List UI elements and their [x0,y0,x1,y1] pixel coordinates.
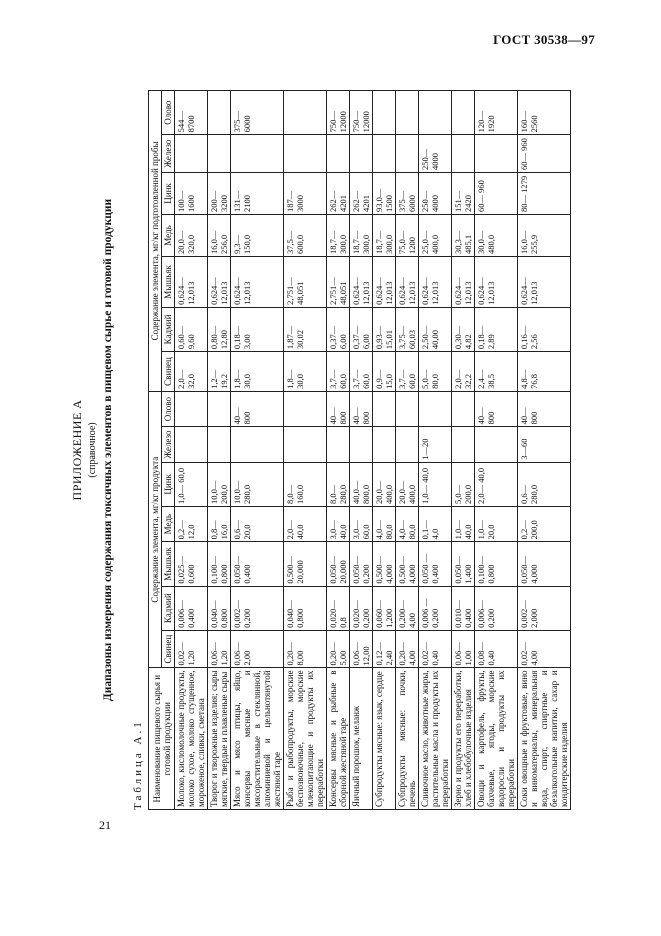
table-row [284,91,327,810]
col-header: Медь [162,506,175,541]
value-cell: 100— 1600 [175,172,208,214]
value-cell: 250— 4000 [419,172,452,214]
value-cell: 0,37— 6,00 [327,307,350,351]
value-cell [396,91,419,135]
value-cell: 2,0— 40,0 [284,506,327,541]
value-cell: 0,624— 12,013 [350,256,373,307]
value-cell: 0,18— 3,00 [231,307,284,351]
value-cell [419,391,452,426]
value-cell: 0,500— 4,000 [373,542,396,586]
value-cell: 0,60— 9,60 [175,307,208,351]
value-cell: 0,02— 4,00 [518,630,571,668]
value-cell: 2,751— 48,051 [327,256,350,307]
value-cell: 0,050— 0,400 [231,542,284,586]
value-cell: 0,002— 2,000 [518,586,571,630]
value-cell [231,427,284,462]
value-cell: 0,06— 2,00 [231,630,284,668]
value-cell: 0,624— 12,013 [396,256,419,307]
value-cell: 20,0— 400,0 [373,462,396,506]
value-cell: 0,20— 5,00 [327,630,350,668]
value-cell: 0,20— 4,00 [396,630,419,668]
value-cell: 25,0— 400,0 [419,214,452,256]
table-row [327,91,350,810]
table-row [419,91,452,810]
value-cell: 160— 2560 [518,91,571,135]
value-cell: 2,4— 38,5 [475,352,518,392]
value-cell: 20,0— 320,0 [175,214,208,256]
table-row [396,91,419,810]
appendix-title: ПРИЛОЖЕНИЕ А [70,399,84,501]
value-cell: 3,7— 60,0 [327,352,350,392]
product-name: Мясо и мясо птицы, яйцо, консервы мясные и мясорастительные в стеклянной, алюминиевой и цельнотянутой жестяной таре [231,668,284,810]
value-cell [208,427,231,462]
value-cell: 0,050— 4,000 [518,542,571,586]
appendix-heading: Диапазоны измерения содержания токсичных элементов в пищевом сырье и готовой продукции [102,198,114,702]
value-cell: 375— 6000 [231,91,284,135]
value-cell: 8,0— 280,0 [327,462,350,506]
value-cell: 0,37— 6,00 [350,307,373,351]
value-cell: 4,0— 80,0 [373,506,396,541]
value-cell: 40— 800 [475,391,518,426]
page-number: 21 [99,818,111,832]
value-cell: 0,624— 12,013 [419,256,452,307]
product-name: Яичный порошок, меланж [350,668,373,810]
product-name: Консервы мясные и рыбные в сборной жестяной таре [327,668,350,810]
table-row [475,91,518,810]
toxic-elements-table [148,90,571,810]
value-cell: 37,5— 600,0 [284,214,327,256]
product-name: Молоко, кисломолочные продукты, молоко сухое, молоко сгущенное, мороженое, сливки, сметана [175,668,208,810]
value-cell [475,135,518,173]
appendix-subtitle: (справочное) [87,422,98,478]
value-cell: 1,87— 30,02 [284,307,327,351]
value-cell: 0,050— 0,200 [350,542,373,586]
col-header: Железо [162,427,175,462]
value-cell: 0,050— 1,400 [452,542,475,586]
value-cell: 0,8— 16,0 [208,506,231,541]
value-cell [475,427,518,462]
table-row [373,91,396,810]
name-column-header: Наименование пищевого сырья и готовой продукции [149,668,175,810]
value-cell: 60— 960 [518,135,571,173]
value-cell: 0,624— 12,013 [373,256,396,307]
value-cell: 18,7— 300,0 [327,214,350,256]
value-cell: 3,7— 60,0 [396,352,419,392]
value-cell: 20,0— 400,0 [396,462,419,506]
value-cell: 0,02— 0,40 [419,630,452,668]
value-cell: 0,006— 0,400 [175,586,208,630]
value-cell: 0,6— 280,0 [518,462,571,506]
value-cell: 10,0— 200,0 [208,462,231,506]
value-cell: 2,0— 32,2 [452,352,475,392]
value-cell: 80— 1279 [518,172,571,214]
col-header: Железо [162,135,175,173]
value-cell: 750— 12000 [350,91,373,135]
value-cell: 187— 3000 [284,172,327,214]
value-cell: 2,0— 40,0 [475,462,518,506]
value-cell: 0,93— 15,01 [373,307,396,351]
value-cell: 10,0— 280,0 [231,462,284,506]
value-cell: 3,0— 40,0 [327,506,350,541]
value-cell: 8,0— 160,0 [284,462,327,506]
value-cell: 16,0— 256,0 [208,214,231,256]
value-cell: 0,002— 0,200 [231,586,284,630]
value-cell: 0,500— 4,000 [396,542,419,586]
value-cell: 0,200— 4,00 [396,586,419,630]
value-cell: 1,8— 30,0 [284,352,327,392]
col-header: Олово [162,91,175,135]
value-cell: 0,06— 1,00 [452,630,475,668]
col-header: Свинец [162,630,175,668]
table-row [350,91,373,810]
value-cell: 0,050 —0,400 [419,542,452,586]
value-cell: 9,3— 150,0 [231,214,284,256]
value-cell [396,427,419,462]
group1-header: Содержание элемента, мг/кг продукта [149,391,162,668]
value-cell [327,427,350,462]
value-cell: 2,751— 48,051 [284,256,327,307]
value-cell: 2,50— 40,00 [419,307,452,351]
value-cell: 0,06— 12,00 [350,630,373,668]
value-cell: 0,624— 12,013 [452,256,475,307]
col-header: Мышьяк [162,256,175,307]
value-cell: 0,80— 12,80 [208,307,231,351]
value-cell: 93,0— 1500 [373,172,396,214]
group2-header: Содержание элемента, мг/кг подготовленной пробы [149,91,162,392]
value-cell [208,391,231,426]
value-cell: 2,0— 32,0 [175,352,208,392]
table-row [231,91,284,810]
value-cell [175,427,208,462]
value-cell: 750— 12000 [327,91,350,135]
value-cell: 4,8— 76,8 [518,352,571,392]
value-cell [373,135,396,173]
product-name: Творог и творожные изделия; сыры мягкие, твердые и плавленые сыры [208,668,231,810]
value-cell: 0,1— 4,0 [419,506,452,541]
table-row [452,91,475,810]
col-header: Свинец [162,352,175,392]
value-cell: 0,16— 2,56 [518,307,571,351]
value-cell: 131— 2100 [231,172,284,214]
product-name: Субпродукты мясные: почки, печень [396,668,419,810]
value-cell [396,135,419,173]
value-cell: 1,0— 20,0 [475,506,518,541]
value-cell [373,91,396,135]
table-row [518,91,571,810]
product-name: Соки овощные и фруктовые, вино и виноматериалы, минеральная вода, спирт, спиртные и безалкогольные напитки, сахар и кондитерские изделия [518,668,571,810]
value-cell: 0,30— 4,82 [452,307,475,351]
value-cell [208,135,231,173]
value-cell: 0,010— 0,400 [452,586,475,630]
value-cell: 1,0— 60,0 [175,462,208,506]
product-name: Овощи и картофель, фрукты, бахчевые, ягоды, морские водоросли и продукты их переработки [475,668,518,810]
value-cell: 0,025— 0,600 [175,542,208,586]
value-cell: 40— 800 [350,391,373,426]
product-name: Зерно и продукты его переработки, хлеб и хлебобулочные изделия [452,668,475,810]
value-cell [284,391,327,426]
value-cell: 0,2— 12,0 [175,506,208,541]
value-cell: 0,624— 12,013 [231,256,284,307]
value-cell [284,91,327,135]
value-cell: 0,06— 1,20 [208,630,231,668]
value-cell: 262— 4201 [327,172,350,214]
table-row [208,91,231,810]
value-cell: 250— 4000 [419,135,452,173]
value-cell: 0,9— 15,0 [373,352,396,392]
value-cell [452,427,475,462]
value-cell [350,135,373,173]
value-cell [231,135,284,173]
value-cell: 0,624— 12,013 [208,256,231,307]
value-cell: 1,0— 40,0 [419,462,452,506]
value-cell: 3,0— 60,0 [350,506,373,541]
value-cell [284,427,327,462]
value-cell [208,91,231,135]
value-cell: 16,0— 255,9 [518,214,571,256]
value-cell [350,427,373,462]
value-cell: 75,0— 1200 [396,214,419,256]
value-cell: 0,12— 2,40 [373,630,396,668]
value-cell: 40,0— 800,0 [350,462,373,506]
value-cell [452,135,475,173]
value-cell: 0,060— 1,200 [373,586,396,630]
value-cell: 0,02— 1,20 [175,630,208,668]
value-cell [284,135,327,173]
value-cell: 40— 800 [518,391,571,426]
value-cell: 3—60 [518,427,571,462]
value-cell: 4,0— 80,0 [396,506,419,541]
value-cell: 0,08— 0,40 [475,630,518,668]
value-cell: 30,0— 480,0 [475,214,518,256]
value-cell: 0,020— 0,8 [327,586,350,630]
value-cell [175,135,208,173]
value-cell: 544— 8700 [175,91,208,135]
value-cell: 40— 800 [231,391,284,426]
value-cell: 5,0— 80,0 [419,352,452,392]
value-cell: 200— 3200 [208,172,231,214]
col-header: Цинк [162,462,175,506]
col-header: Мышьяк [162,542,175,586]
col-header: Цинк [162,172,175,214]
value-cell: 60— 960 [475,172,518,214]
value-cell: 0,040— 0,800 [208,586,231,630]
value-cell: 0,2— 200,0 [518,506,571,541]
value-cell: 0,20— 8,00 [284,630,327,668]
value-cell: 375— 6000 [396,172,419,214]
value-cell: 120— 1920 [475,91,518,135]
table-row [175,91,208,810]
value-cell: 0,100— 0,800 [208,542,231,586]
value-cell [452,91,475,135]
standard-header: ГОСТ 30538—97 [493,32,595,47]
value-cell: 0,624— 12,013 [518,256,571,307]
value-cell: 0,006 —0,200 [419,586,452,630]
value-cell: 0,624— 12,013 [175,256,208,307]
value-cell: 3,7— 60,0 [350,352,373,392]
value-cell: 0,020— 0,200 [350,586,373,630]
table-caption: Таблица А.1 [132,719,144,810]
rotated-page-content [70,90,590,810]
value-cell: 30,3— 485,1 [452,214,475,256]
col-header: Кадмий [162,307,175,351]
value-cell: 0,18— 2,89 [475,307,518,351]
value-cell: 3,75— 60,03 [396,307,419,351]
col-header: Кадмий [162,586,175,630]
product-name: Субпродукты мясные: язык, сердце [373,668,396,810]
value-cell [175,391,208,426]
value-cell: 1,2— 19,2 [208,352,231,392]
value-cell: 0,040— 0,800 [284,586,327,630]
value-cell: 1,8— 30,0 [231,352,284,392]
value-cell [396,391,419,426]
col-header: Медь [162,214,175,256]
table-body [175,91,571,810]
value-cell: 1—20 [419,427,452,462]
value-cell: 151— 2420 [452,172,475,214]
col-header: Олово [162,391,175,426]
value-cell: 0,624— 12,013 [475,256,518,307]
value-cell [452,391,475,426]
value-cell: 0,006— 0,200 [475,586,518,630]
value-cell: 18,7— 300,0 [373,214,396,256]
product-name: Рыба и рыбопродукты, морские беспозвоночные, морские млекопитающие и продукты их переработки [284,668,327,810]
value-cell [419,91,452,135]
value-cell [327,135,350,173]
value-cell: 1,0— 40,0 [452,506,475,541]
value-cell: 0,050— 20,000 [327,542,350,586]
value-cell: 262— 4201 [350,172,373,214]
value-cell: 0,100— 0,800 [475,542,518,586]
value-cell [373,427,396,462]
value-cell: 40— 800 [327,391,350,426]
value-cell: 5,0— 200,0 [452,462,475,506]
product-name: Сливочное масло, животные жиры, растительные масла и продукты их переработки [419,668,452,810]
value-cell [373,391,396,426]
value-cell: 0,6— 20,0 [231,506,284,541]
value-cell: 18,7— 300,0 [350,214,373,256]
value-cell: 0,500— 20,000 [284,542,327,586]
